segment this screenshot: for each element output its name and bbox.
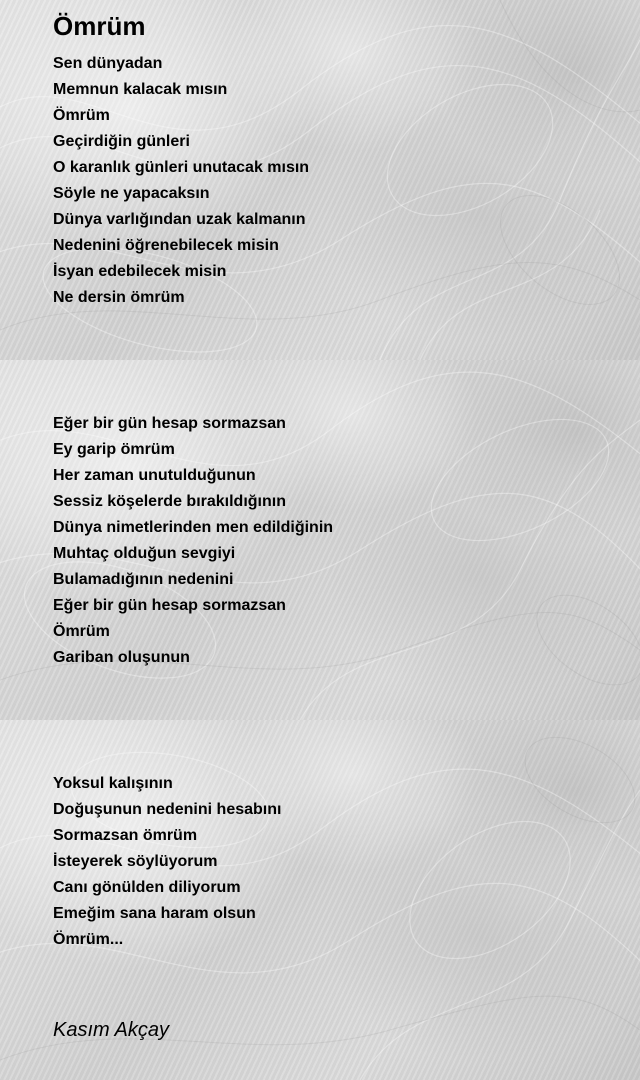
poem-line: Nedenini öğrenebilecek misin <box>53 237 279 254</box>
poem-card-2 <box>0 360 640 720</box>
poem-line: Sormazsan ömrüm <box>53 827 198 844</box>
poem-card-1 <box>0 0 640 360</box>
poem-line: Bulamadığının nedenini <box>53 571 234 588</box>
stanza-1 <box>53 51 309 311</box>
poem-line: İsyan edebilecek misin <box>53 263 227 280</box>
poem-line: Sen dünyadan <box>53 55 163 72</box>
poem-title: Ömrüm <box>53 11 146 41</box>
stanza-3 <box>53 771 281 953</box>
poem-line: Ömrüm... <box>53 931 124 948</box>
poem-line: Ey garip ömrüm <box>53 441 175 458</box>
poem-line: İsteyerek söylüyorum <box>53 853 218 870</box>
poem-line: Muhtaç olduğun sevgiyi <box>53 545 236 562</box>
poem-line: Emeğim sana haram olsun <box>53 905 256 922</box>
poem-line: Eğer bir gün hesap sormazsan <box>53 597 286 614</box>
poem-line: Geçirdiğin günleri <box>53 133 190 150</box>
poem-line: Her zaman unutulduğunun <box>53 467 256 484</box>
poem-line: Gariban oluşunun <box>53 649 190 666</box>
poem-line: Yoksul kalışının <box>53 775 173 792</box>
poem-line: Ne dersin ömrüm <box>53 289 185 306</box>
poem-line: Dünya varlığından uzak kalmanın <box>53 211 306 228</box>
poem-line: Doğuşunun nedenini hesabını <box>53 801 282 818</box>
poem-line: Eğer bir gün hesap sormazsan <box>53 415 286 432</box>
poem-line: Memnun kalacak mısın <box>53 81 228 98</box>
stanza-2 <box>53 411 333 671</box>
poem-line: Ömrüm <box>53 623 110 640</box>
poem-card-3 <box>0 720 640 1080</box>
poem-line: Ömrüm <box>53 107 110 124</box>
poem-line: Sessiz köşelerde bırakıldığının <box>53 493 286 510</box>
poem-line: Dünya nimetlerinden men edildiğinin <box>53 519 334 536</box>
poem-author: Kasım Akçay <box>53 1019 169 1041</box>
poem-line: Canı gönülden diliyorum <box>53 879 241 896</box>
poem-line: Söyle ne yapacaksın <box>53 185 210 202</box>
poem-line: O karanlık günleri unutacak mısın <box>53 159 310 176</box>
